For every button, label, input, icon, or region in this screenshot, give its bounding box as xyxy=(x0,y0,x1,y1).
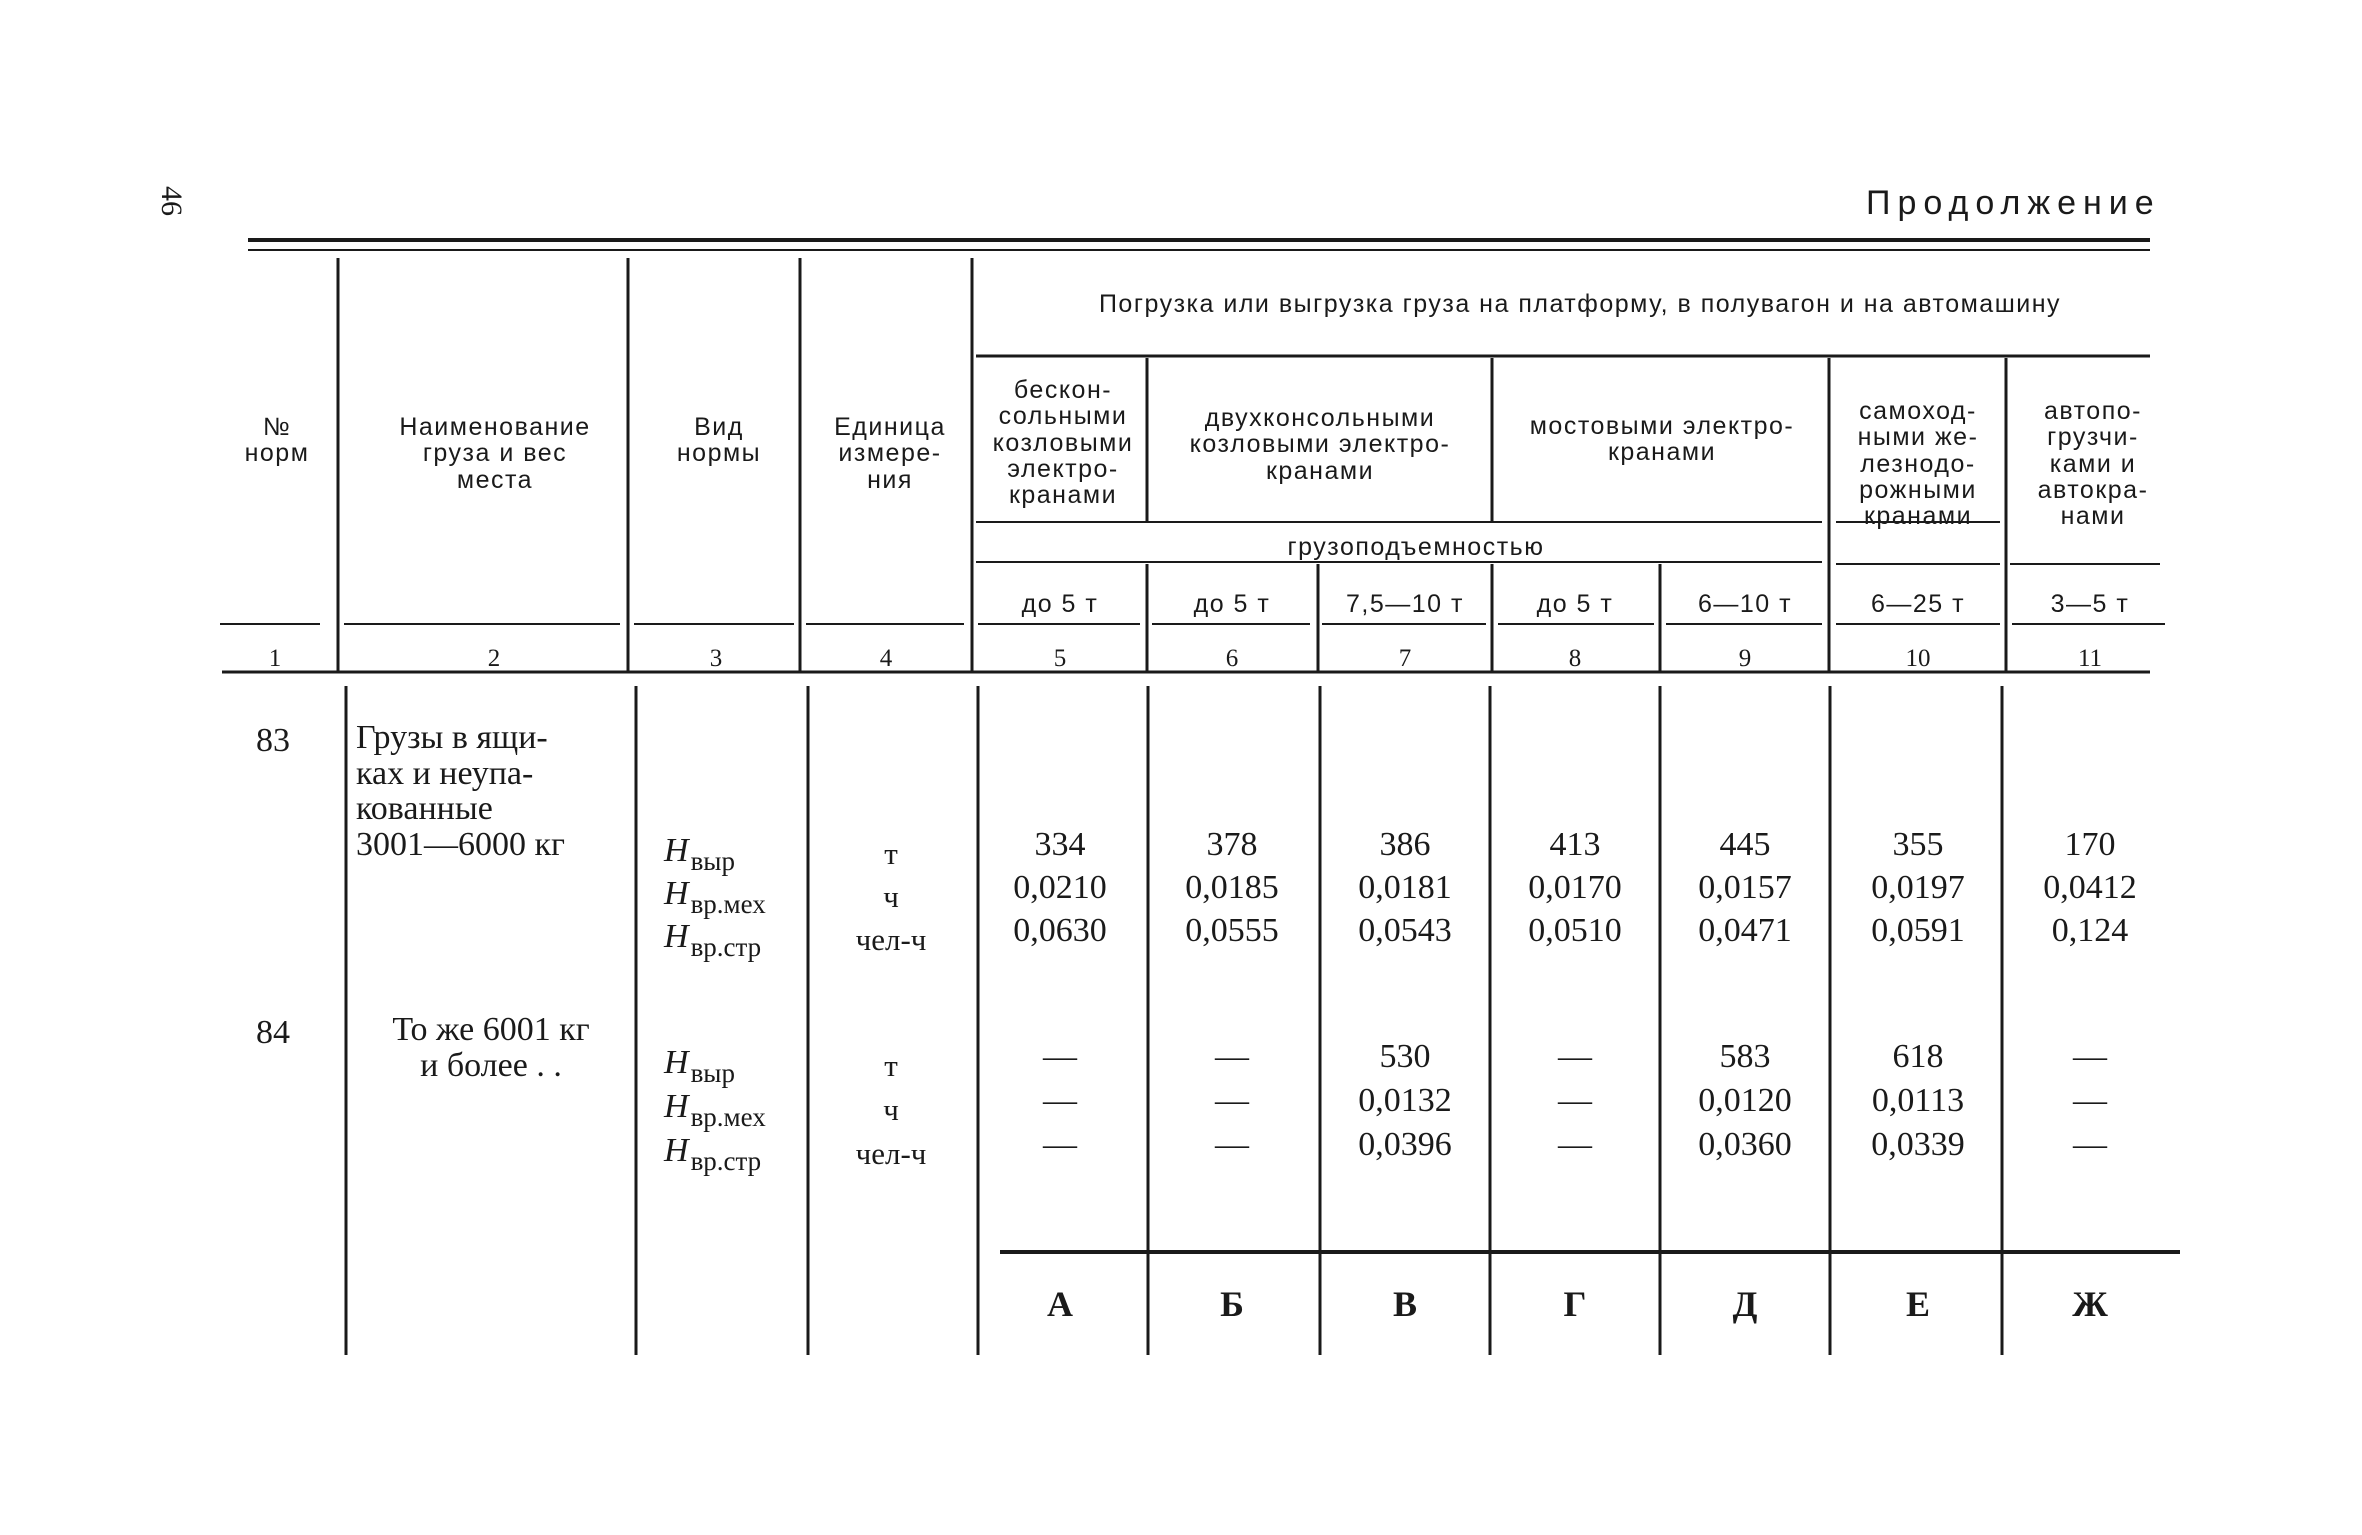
norm-symbol: H xyxy=(664,1088,689,1125)
norm-value: 0,0543 xyxy=(1358,912,1452,949)
column-code: Е xyxy=(1905,1284,1930,1324)
header-operation: Погрузка или выгрузка груза на платформу, в полувагон и на автомашину xyxy=(1098,290,2062,318)
capacity-value-10: 6—25 т xyxy=(1870,590,1966,618)
column-number-3: 3 xyxy=(709,645,723,672)
norm-kind xyxy=(664,875,766,919)
header-cargo-name: Наименование груза и вес места xyxy=(399,413,591,494)
column-code: Д xyxy=(1732,1284,1758,1324)
norm-value: 618 xyxy=(1892,1038,1944,1075)
norm-value: — xyxy=(1215,1126,1249,1163)
norm-value: 0,0210 xyxy=(1013,869,1107,906)
norm-symbol: H xyxy=(664,832,689,869)
unit-value: чел-ч xyxy=(855,922,927,957)
column-number-1: 1 xyxy=(268,645,282,672)
unit-value: т xyxy=(884,836,898,871)
norm-value: 334 xyxy=(1034,826,1086,863)
norm-value: 0,0396 xyxy=(1358,1126,1452,1163)
capacity-value-9: 6—10 т xyxy=(1697,590,1793,618)
norm-value: 413 xyxy=(1549,826,1601,863)
column-number-10: 10 xyxy=(1905,645,1931,672)
norm-subscript: вр.стр xyxy=(690,1146,762,1176)
norm-value: 378 xyxy=(1206,826,1258,863)
norm-value: 583 xyxy=(1719,1038,1771,1075)
norm-value: — xyxy=(2073,1038,2107,1075)
header-crane-type-3: мостовыми электро- кранами xyxy=(1529,412,1795,467)
header-crane-type-2: двухконсольными козловыми электро- кранами xyxy=(1189,404,1451,485)
header-crane-type-4: самоход- ными же- лезнодо- рожными кранами xyxy=(1857,397,1979,530)
unit-value: ч xyxy=(883,1092,899,1127)
norm-subscript: вр.мех xyxy=(690,889,766,919)
norm-subscript: выр xyxy=(690,1058,735,1088)
norm-value: — xyxy=(1043,1126,1077,1163)
norm-value: 0,0132 xyxy=(1358,1082,1452,1119)
norm-value: — xyxy=(1558,1082,1592,1119)
capacity-value-8: до 5 т xyxy=(1536,590,1614,618)
page-number: 46 xyxy=(155,186,188,216)
column-code: В xyxy=(1392,1284,1417,1324)
header-crane-type-1: бескон- сольными козловыми электро- кранами xyxy=(992,376,1134,509)
norm-subscript: вр.мех xyxy=(690,1102,766,1132)
norm-value: 445 xyxy=(1719,826,1771,863)
norm-value: 355 xyxy=(1892,826,1944,863)
capacity-value-5: до 5 т xyxy=(1021,590,1099,618)
column-number-4: 4 xyxy=(879,645,893,672)
column-number-11: 11 xyxy=(2077,645,2103,672)
norm-value: — xyxy=(1215,1082,1249,1119)
continuation-label: Продолжение xyxy=(1866,184,2161,222)
norm-value: 0,0157 xyxy=(1698,869,1792,906)
header-norm-kind: Вид нормы xyxy=(676,413,762,468)
norm-value: — xyxy=(1043,1082,1077,1119)
capacity-value-7: 7,5—10 т xyxy=(1346,590,1464,618)
norm-value: 0,0360 xyxy=(1698,1126,1792,1163)
column-code: А xyxy=(1047,1284,1073,1324)
column-number-9: 9 xyxy=(1738,645,1752,672)
norm-value: 530 xyxy=(1379,1038,1431,1075)
norm-subscript: вр.стр xyxy=(690,932,762,962)
norm-value: 0,0113 xyxy=(1871,1082,1965,1119)
header-unit: Единица измере- ния xyxy=(834,413,946,494)
norm-value: 0,0185 xyxy=(1185,869,1279,906)
norm-symbol: H xyxy=(664,1132,689,1169)
norm-number: 84 xyxy=(256,1014,290,1051)
norm-kind xyxy=(664,1132,762,1176)
norm-value: 170 xyxy=(2064,826,2116,863)
column-code: Б xyxy=(1220,1284,1244,1324)
norm-value: 386 xyxy=(1379,826,1431,863)
norm-kind xyxy=(664,1044,735,1088)
cargo-name: То же 6001 кг и более . . xyxy=(392,1011,590,1084)
header-crane-type-5: автопо- грузчи- ками и автокра- нами xyxy=(2037,397,2149,530)
norm-value: 0,124 xyxy=(2051,912,2129,949)
norm-value: — xyxy=(1558,1126,1592,1163)
norm-kind xyxy=(664,918,762,962)
column-number-7: 7 xyxy=(1398,645,1412,672)
norm-kind xyxy=(664,1088,766,1132)
norm-value: 0,0630 xyxy=(1013,912,1107,949)
unit-value: т xyxy=(884,1048,898,1083)
header-capacity: грузоподъемностью xyxy=(1287,533,1545,561)
header-norm-no: № норм xyxy=(244,413,310,468)
column-code: Г xyxy=(1563,1284,1587,1324)
norm-value: 0,0591 xyxy=(1871,912,1965,949)
unit-value: ч xyxy=(883,879,899,914)
column-number-2: 2 xyxy=(487,645,501,672)
capacity-value-11: 3—5 т xyxy=(2050,590,2130,618)
column-number-8: 8 xyxy=(1568,645,1582,672)
cargo-name: Грузы в ящи- ках и неупа- кованные 3001—6000 кг xyxy=(356,719,565,864)
norm-value: — xyxy=(1215,1038,1249,1075)
column-number-6: 6 xyxy=(1225,645,1239,672)
norm-value: 0,0412 xyxy=(2043,869,2137,906)
norm-value: — xyxy=(2073,1082,2107,1119)
norm-value: 0,0471 xyxy=(1698,912,1792,949)
norm-value: — xyxy=(1043,1038,1077,1075)
norm-subscript: выр xyxy=(690,846,735,876)
column-number-5: 5 xyxy=(1053,645,1067,672)
norm-value: 0,0181 xyxy=(1358,869,1452,906)
norm-value: 0,0170 xyxy=(1528,869,1622,906)
unit-value: чел-ч xyxy=(855,1136,927,1171)
norm-value: 0,0120 xyxy=(1698,1082,1792,1119)
norm-value: 0,0555 xyxy=(1185,912,1279,949)
norm-symbol: H xyxy=(664,1044,689,1081)
norm-value: 0,0197 xyxy=(1871,869,1965,906)
norm-value: 0,0510 xyxy=(1528,912,1622,949)
capacity-value-6: до 5 т xyxy=(1193,590,1271,618)
norm-symbol: H xyxy=(664,918,689,955)
norm-value: — xyxy=(1558,1038,1592,1075)
norm-number: 83 xyxy=(256,722,290,759)
column-code: Ж xyxy=(2072,1284,2108,1324)
norm-value: — xyxy=(2073,1126,2107,1163)
norm-kind xyxy=(664,832,735,876)
norm-value: 0,0339 xyxy=(1871,1126,1965,1163)
norm-symbol: H xyxy=(664,875,689,912)
